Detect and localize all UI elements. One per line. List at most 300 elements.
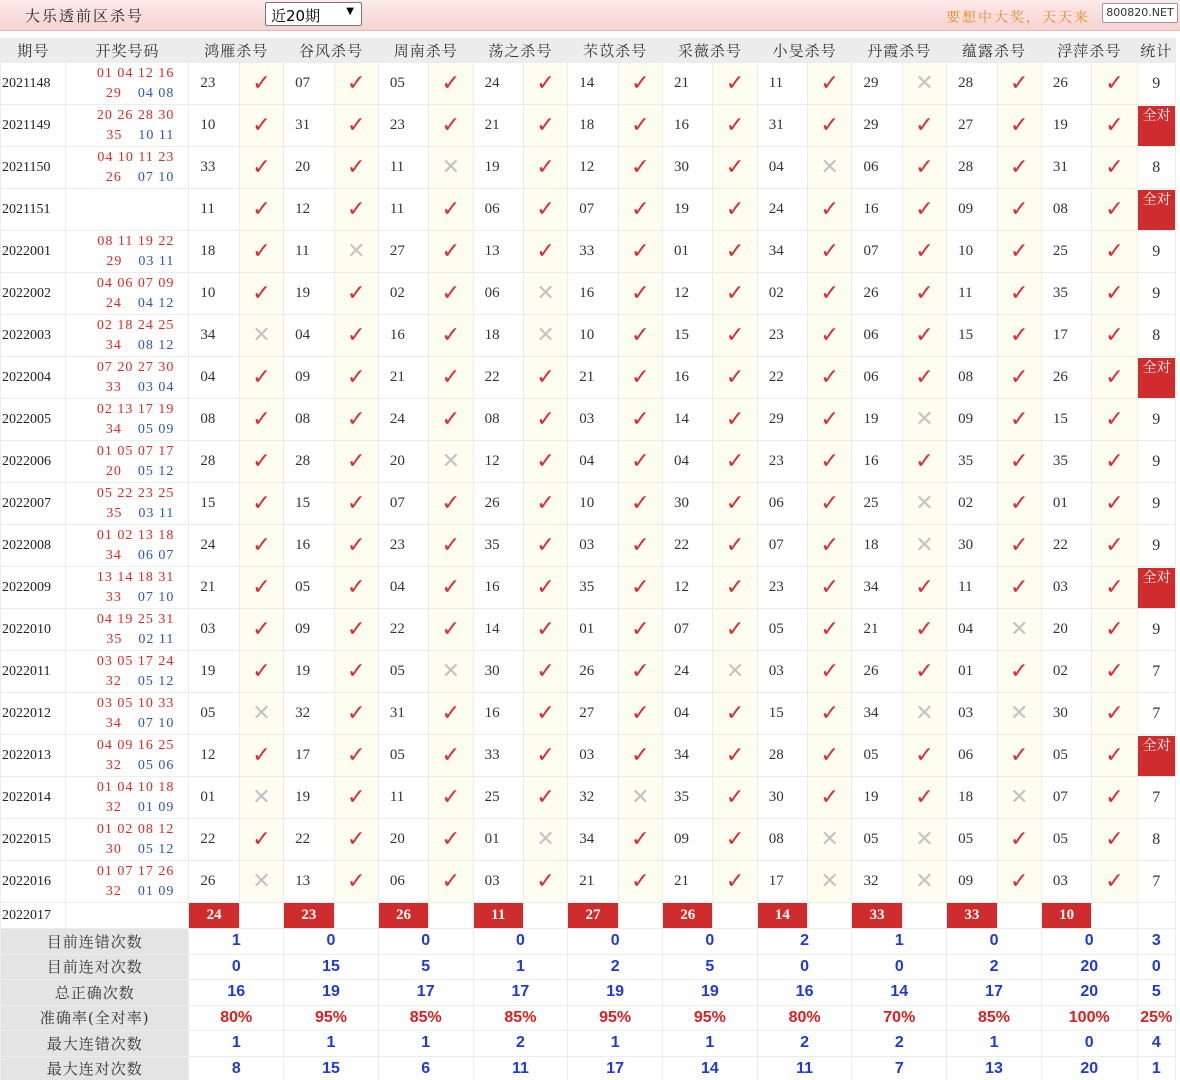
back-numbers: 05 12	[137, 463, 175, 479]
current-period-row	[1, 903, 1176, 929]
check-icon: ✓	[536, 490, 555, 516]
draw-numbers	[66, 357, 189, 399]
result-mark	[808, 651, 852, 693]
check-icon: ✓	[346, 658, 366, 684]
check-icon: ✓	[1009, 742, 1029, 768]
result-mark	[997, 651, 1041, 693]
kill-number: 03	[568, 525, 618, 567]
front-numbers: 08 11 19 22	[97, 233, 175, 249]
stat-value: 7	[1152, 872, 1161, 890]
kill-number: 21	[189, 567, 239, 609]
summary-value: 11	[473, 1056, 568, 1080]
result-mark	[239, 525, 283, 567]
kill-number: 08	[189, 399, 239, 441]
check-icon: ✓	[441, 112, 461, 138]
cross-icon: ✕	[820, 868, 839, 894]
result-mark	[997, 63, 1041, 105]
back-numbers: 05 06	[137, 757, 175, 773]
kill-number: 26	[852, 651, 902, 693]
result-mark	[713, 105, 757, 147]
kill-number: 28	[189, 441, 239, 483]
check-icon: ✓	[536, 406, 555, 432]
result-mark	[997, 735, 1041, 777]
kill-number: 12	[663, 567, 713, 609]
check-icon: ✓	[252, 196, 271, 222]
summary-value: 95%	[663, 1005, 758, 1031]
result-mark	[713, 189, 757, 231]
front-number-last: 32	[105, 757, 122, 773]
check-icon: ✓	[441, 826, 461, 852]
result-mark	[239, 735, 283, 777]
check-icon: ✓	[725, 364, 745, 390]
result-mark	[334, 861, 378, 903]
stat-value: 9	[1152, 284, 1161, 302]
kill-number: 11	[378, 777, 428, 819]
kill-number: 07	[1041, 777, 1091, 819]
table-row	[1, 189, 1176, 231]
summary-value: 2	[473, 1031, 568, 1057]
summary-label: 目前连错次数	[1, 929, 189, 955]
issue-number: 2022003	[1, 315, 66, 357]
cross-icon: ✕	[1009, 700, 1029, 726]
check-icon: ✓	[820, 112, 839, 138]
kill-number: 27	[568, 693, 618, 735]
kill-number: 31	[378, 693, 428, 735]
front-numbers: 02 18 24 25	[96, 317, 175, 333]
check-icon: ✓	[346, 616, 366, 642]
result-mark	[334, 357, 378, 399]
check-icon: ✓	[820, 532, 839, 558]
stat-cell	[1137, 609, 1175, 651]
check-icon: ✓	[631, 490, 650, 516]
kill-number: 11	[284, 231, 334, 273]
result-mark	[334, 399, 378, 441]
result-mark	[997, 357, 1041, 399]
check-icon: ✓	[536, 196, 555, 222]
issue-number: 2021148	[1, 63, 66, 105]
result-mark	[808, 189, 852, 231]
result-mark	[713, 441, 757, 483]
kill-number: 33	[568, 231, 618, 273]
result-mark	[239, 63, 283, 105]
column-header: 谷风杀号	[284, 39, 379, 63]
front-numbers: 13 14 18 31	[96, 569, 175, 585]
summary-value: 1	[189, 929, 284, 955]
check-icon: ✓	[346, 574, 366, 600]
back-numbers: 07 10	[137, 169, 175, 185]
result-mark	[334, 525, 378, 567]
check-icon: ✓	[915, 616, 934, 642]
check-icon: ✓	[915, 784, 934, 810]
stat-cell	[1137, 273, 1175, 315]
summary-value: 1	[663, 1031, 758, 1057]
back-numbers: 03 11	[138, 253, 175, 269]
column-header: 鸿雁杀号	[189, 39, 284, 63]
check-icon: ✓	[441, 238, 461, 264]
kill-number: 22	[284, 819, 334, 861]
kill-number: 03	[568, 399, 618, 441]
check-icon: ✓	[725, 238, 745, 264]
result-mark	[713, 777, 757, 819]
result-mark	[902, 63, 946, 105]
result-mark	[808, 567, 852, 609]
kill-number: 33	[473, 735, 523, 777]
summary-value: 85%	[473, 1005, 568, 1031]
summary-value: 20	[1041, 1056, 1137, 1080]
result-mark	[1092, 609, 1137, 651]
period-select[interactable]	[265, 2, 362, 26]
draw-numbers	[66, 735, 189, 777]
kill-number: 05	[947, 819, 997, 861]
column-header: 浮萍杀号	[1041, 39, 1137, 63]
back-numbers: 04 12	[137, 295, 175, 311]
kill-number: 03	[473, 861, 523, 903]
result-mark	[618, 861, 662, 903]
front-number-last: 34	[105, 421, 122, 437]
kill-number: 20	[1041, 609, 1091, 651]
issue-number: 2022008	[1, 525, 66, 567]
check-icon: ✓	[441, 700, 461, 726]
cross-icon: ✕	[252, 700, 271, 726]
result-mark	[713, 819, 757, 861]
check-icon: ✓	[346, 532, 366, 558]
kill-number: 11	[757, 63, 807, 105]
column-header: 期号	[1, 39, 66, 63]
result-mark	[902, 357, 946, 399]
check-icon: ✓	[252, 826, 271, 852]
result-mark	[429, 861, 473, 903]
check-icon: ✓	[820, 616, 839, 642]
check-icon: ✓	[725, 868, 745, 894]
issue-number: 2022011	[1, 651, 66, 693]
kill-number: 19	[189, 651, 239, 693]
kill-number: 35	[947, 441, 997, 483]
draw-numbers	[66, 483, 189, 525]
stat-cell	[1137, 525, 1175, 567]
check-icon: ✓	[346, 196, 366, 222]
kill-number: 21	[473, 105, 523, 147]
issue-number: 2022005	[1, 399, 66, 441]
site-badge[interactable]: 800820.NET	[1102, 3, 1178, 23]
back-numbers: 07 10	[137, 715, 175, 731]
stat-cell	[1137, 63, 1175, 105]
kill-number: 30	[663, 483, 713, 525]
kill-number: 31	[757, 105, 807, 147]
all-right-badge: 全对	[1138, 736, 1176, 776]
kill-number: 09	[284, 609, 334, 651]
front-numbers: 03 05 10 33	[96, 695, 175, 711]
check-icon: ✓	[915, 658, 934, 684]
all-right-badge: 全对	[1138, 358, 1176, 398]
kill-number: 04	[568, 441, 618, 483]
kill-number: 22	[378, 609, 428, 651]
result-mark	[902, 777, 946, 819]
kill-number: 11	[947, 273, 997, 315]
kill-number: 15	[1041, 399, 1091, 441]
issue-number: 2022010	[1, 609, 66, 651]
summary-value: 1	[378, 1031, 473, 1057]
cross-icon: ✕	[536, 826, 555, 852]
kill-number: 07	[663, 609, 713, 651]
front-number-last: 35	[106, 127, 123, 143]
stat-value: 9	[1152, 242, 1161, 260]
result-mark	[902, 567, 946, 609]
cross-icon: ✕	[820, 154, 839, 180]
front-number-last: 34	[105, 547, 122, 563]
kill-number: 16	[663, 357, 713, 399]
kill-number: 34	[852, 693, 902, 735]
result-mark	[429, 315, 473, 357]
kill-number: 07	[852, 231, 902, 273]
stat-cell	[1137, 231, 1175, 273]
front-numbers: 01 05 07 17	[96, 443, 175, 459]
check-icon: ✓	[820, 70, 839, 96]
result-mark	[808, 105, 852, 147]
kill-number: 01	[568, 609, 618, 651]
kill-number: 13	[473, 231, 523, 273]
result-mark	[429, 819, 473, 861]
summary-value: 16	[757, 980, 852, 1006]
stat-cell	[1137, 189, 1175, 231]
check-icon: ✓	[1105, 490, 1124, 516]
result-mark	[618, 357, 662, 399]
check-icon: ✓	[536, 658, 555, 684]
kill-number: 30	[757, 777, 807, 819]
stat-cell	[1137, 483, 1175, 525]
summary-value: 6	[378, 1056, 473, 1080]
check-icon: ✓	[1009, 364, 1029, 390]
summary-value: 80%	[189, 1005, 284, 1031]
summary-value: 100%	[1041, 1005, 1137, 1031]
result-mark	[334, 441, 378, 483]
check-icon: ✓	[536, 364, 555, 390]
kill-number: 32	[284, 693, 334, 735]
column-header: 开奖号码	[66, 39, 189, 63]
result-mark	[523, 189, 567, 231]
check-icon: ✓	[441, 616, 461, 642]
result-mark	[1092, 189, 1137, 231]
result-mark	[997, 693, 1041, 735]
kill-number: 15	[757, 693, 807, 735]
result-mark	[997, 777, 1041, 819]
kill-number: 20	[284, 147, 334, 189]
summary-value: 2	[757, 929, 852, 955]
kill-number: 04	[663, 441, 713, 483]
result-mark	[334, 63, 378, 105]
result-mark	[523, 483, 567, 525]
check-icon: ✓	[820, 364, 839, 390]
table-row	[1, 651, 1176, 693]
result-mark	[713, 525, 757, 567]
check-icon: ✓	[252, 112, 271, 138]
cross-icon: ✕	[441, 658, 461, 684]
kill-number: 06	[852, 147, 902, 189]
result-mark	[713, 273, 757, 315]
kill-number: 19	[852, 399, 902, 441]
kill-number: 10	[189, 105, 239, 147]
result-mark	[523, 63, 567, 105]
check-icon: ✓	[1009, 322, 1029, 348]
kill-number: 13	[284, 861, 334, 903]
result-mark	[618, 819, 662, 861]
check-icon: ✓	[536, 238, 555, 264]
cross-icon: ✕	[346, 238, 366, 264]
check-icon: ✓	[252, 406, 271, 432]
result-mark	[334, 273, 378, 315]
table-row	[1, 105, 1176, 147]
result-mark	[902, 609, 946, 651]
result-mark	[618, 399, 662, 441]
result-mark	[239, 399, 283, 441]
summary-value: 1	[473, 954, 568, 980]
table-row	[1, 147, 1176, 189]
kill-number: 16	[378, 315, 428, 357]
result-mark	[429, 357, 473, 399]
draw-numbers	[66, 315, 189, 357]
check-icon: ✓	[725, 532, 745, 558]
slogan-text: 要想中大奖，天天来	[946, 10, 1090, 26]
stat-value: 8	[1152, 158, 1161, 176]
result-mark	[997, 315, 1041, 357]
check-icon: ✓	[1105, 112, 1124, 138]
current-kill-number: 11	[473, 903, 523, 929]
kill-number: 01	[663, 231, 713, 273]
check-icon: ✓	[1105, 196, 1124, 222]
empty-cell	[997, 903, 1041, 929]
kill-number: 02	[1041, 651, 1091, 693]
result-mark	[429, 63, 473, 105]
result-mark	[1092, 777, 1137, 819]
issue-number: 2022006	[1, 441, 66, 483]
check-icon: ✓	[915, 196, 934, 222]
front-number-last: 34	[105, 337, 122, 353]
kill-number: 26	[1041, 357, 1091, 399]
front-numbers: 03 05 17 24	[96, 653, 175, 669]
check-icon: ✓	[252, 574, 271, 600]
result-mark	[334, 483, 378, 525]
result-mark	[334, 693, 378, 735]
check-icon: ✓	[725, 196, 745, 222]
kill-number: 26	[473, 483, 523, 525]
kill-number: 05	[378, 63, 428, 105]
stat-value: 7	[1152, 662, 1161, 680]
check-icon: ✓	[820, 196, 839, 222]
cross-icon: ✕	[915, 532, 934, 558]
kill-number: 21	[568, 357, 618, 399]
summary-value: 2	[852, 1031, 947, 1057]
check-icon: ✓	[915, 322, 934, 348]
summary-value: 0	[568, 929, 663, 955]
empty-cell	[808, 903, 852, 929]
kill-number: 26	[568, 651, 618, 693]
table-row	[1, 567, 1176, 609]
summary-value: 95%	[568, 1005, 663, 1031]
check-icon: ✓	[346, 868, 366, 894]
result-mark	[523, 273, 567, 315]
current-kill-number: 23	[284, 903, 334, 929]
draw-numbers	[66, 567, 189, 609]
summary-value: 17	[568, 1056, 663, 1080]
check-icon: ✓	[441, 70, 461, 96]
check-icon: ✓	[536, 742, 555, 768]
front-number-last: 35	[106, 505, 123, 521]
kill-number: 15	[284, 483, 334, 525]
check-icon: ✓	[252, 280, 271, 306]
stat-value: 9	[1152, 452, 1161, 470]
result-mark	[618, 567, 662, 609]
result-mark	[1092, 399, 1137, 441]
result-mark	[429, 735, 473, 777]
result-mark	[618, 693, 662, 735]
result-mark	[1092, 735, 1137, 777]
stat-value: 7	[1152, 704, 1161, 722]
kill-number: 16	[663, 105, 713, 147]
back-numbers: 01 09	[137, 799, 175, 815]
kill-number: 26	[1041, 63, 1091, 105]
table-row	[1, 609, 1176, 651]
result-mark	[429, 651, 473, 693]
summary-value: 2	[757, 1031, 852, 1057]
table-row	[1, 777, 1176, 819]
result-mark	[523, 105, 567, 147]
summary-row	[1, 1056, 1176, 1080]
kill-number: 33	[189, 147, 239, 189]
kill-number: 12	[568, 147, 618, 189]
draw-numbers	[66, 819, 189, 861]
kill-number: 22	[663, 525, 713, 567]
draw-numbers	[66, 777, 189, 819]
kill-number: 23	[757, 315, 807, 357]
summary-value: 15	[284, 954, 379, 980]
summary-value: 1	[1137, 1056, 1175, 1080]
kill-number: 01	[947, 651, 997, 693]
result-mark	[334, 651, 378, 693]
kill-number: 05	[852, 735, 902, 777]
check-icon: ✓	[1105, 784, 1124, 810]
kill-number: 10	[568, 483, 618, 525]
check-icon: ✓	[820, 322, 839, 348]
table-row	[1, 63, 1176, 105]
check-icon: ✓	[631, 280, 650, 306]
check-icon: ✓	[346, 826, 366, 852]
kill-number: 16	[852, 189, 902, 231]
kill-number: 17	[284, 735, 334, 777]
check-icon: ✓	[631, 616, 650, 642]
kill-number: 19	[663, 189, 713, 231]
result-mark	[713, 315, 757, 357]
summary-value: 1	[284, 1031, 379, 1057]
check-icon: ✓	[820, 700, 839, 726]
summary-value: 0	[473, 929, 568, 955]
kill-number: 19	[852, 777, 902, 819]
kill-number: 22	[1041, 525, 1091, 567]
result-mark	[523, 231, 567, 273]
empty-cell	[713, 903, 757, 929]
kill-number: 05	[189, 693, 239, 735]
kill-number: 03	[947, 693, 997, 735]
check-icon: ✓	[725, 700, 745, 726]
result-mark	[902, 441, 946, 483]
kill-number: 30	[473, 651, 523, 693]
top-bar	[0, 0, 1180, 31]
draw-numbers	[66, 525, 189, 567]
empty-cell	[334, 903, 378, 929]
draw-numbers	[66, 861, 189, 903]
result-mark	[239, 273, 283, 315]
check-icon: ✓	[915, 742, 934, 768]
table-row	[1, 357, 1176, 399]
front-numbers: 02 13 17 19	[96, 401, 175, 417]
